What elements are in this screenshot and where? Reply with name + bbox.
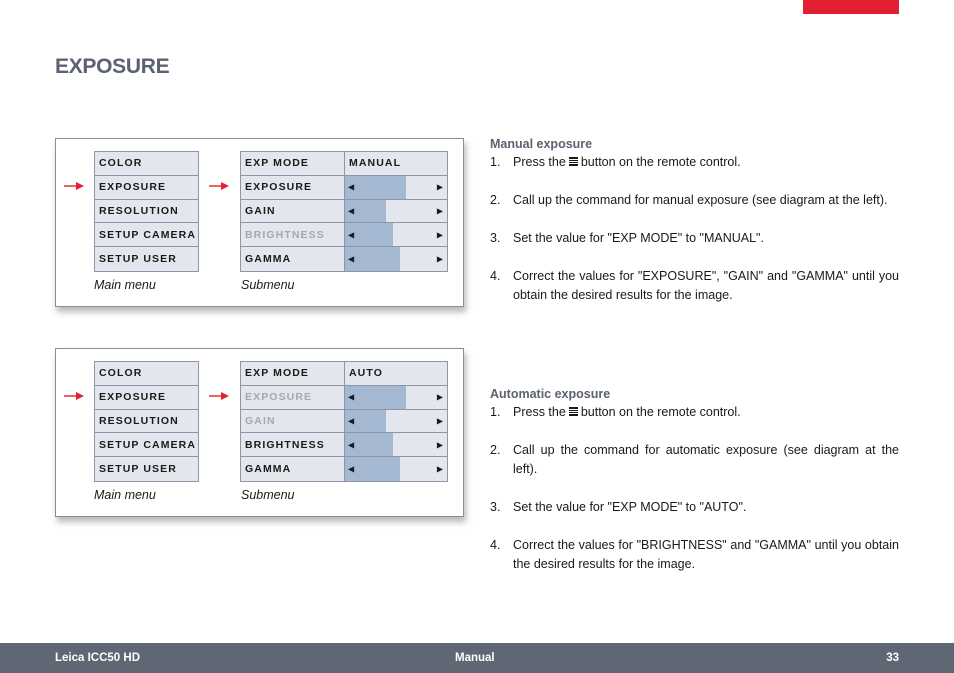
step-item bbox=[490, 229, 899, 248]
main-menu bbox=[94, 361, 199, 482]
step-number: 2. bbox=[490, 443, 501, 457]
triangle-left-icon: ◀ bbox=[348, 392, 355, 402]
menu-item-color: COLOR bbox=[95, 152, 198, 176]
step-text-before: Press the bbox=[513, 155, 566, 169]
step-item bbox=[490, 536, 899, 574]
step-text-after: button on the remote control. bbox=[580, 405, 741, 419]
triangle-left-icon: ◀ bbox=[348, 206, 355, 216]
step-text bbox=[513, 153, 899, 172]
submenu-row bbox=[241, 457, 447, 481]
caption-main-menu: Main menu bbox=[94, 278, 156, 292]
submenu-row-exp-mode bbox=[241, 152, 447, 176]
step-number: 4. bbox=[490, 538, 501, 552]
submenu-label: EXP MODE bbox=[241, 152, 345, 175]
submenu-row bbox=[241, 247, 447, 271]
step-item bbox=[490, 403, 899, 422]
pointer-arrow-icon bbox=[64, 391, 84, 401]
triangle-left-icon: ◀ bbox=[348, 416, 355, 426]
step-text-after: button on the remote control. bbox=[580, 155, 741, 169]
exp-mode-value: MANUAL bbox=[345, 152, 447, 175]
submenu-label: GAMMA bbox=[241, 457, 345, 481]
auto-exposure-instructions bbox=[490, 385, 899, 574]
step-text: Set the value for "EXP MODE" to "AUTO". bbox=[513, 500, 747, 514]
triangle-right-icon: ▶ bbox=[436, 440, 443, 450]
submenu-label: GAIN bbox=[241, 410, 345, 433]
submenu-row bbox=[241, 223, 447, 247]
menu-item-exposure: EXPOSURE bbox=[95, 386, 198, 410]
value-slider bbox=[345, 410, 447, 433]
step-number: 3. bbox=[490, 231, 501, 245]
step-item bbox=[490, 153, 899, 172]
section-heading: Manual exposure bbox=[490, 137, 593, 151]
steps-list bbox=[490, 153, 899, 305]
step-item bbox=[490, 267, 899, 305]
value-slider bbox=[345, 457, 447, 481]
step-text-before: Press the bbox=[513, 405, 566, 419]
step-number: 1. bbox=[490, 155, 501, 169]
value-slider bbox=[345, 433, 447, 456]
submenu-row bbox=[241, 410, 447, 434]
submenu-label: GAMMA bbox=[241, 247, 345, 271]
submenu-label: BRIGHTNESS bbox=[241, 223, 345, 246]
red-tab-marker bbox=[803, 0, 899, 14]
triangle-left-icon: ◀ bbox=[348, 440, 355, 450]
footer-doc-type: Manual bbox=[455, 652, 495, 664]
footer-page-number: 33 bbox=[886, 652, 899, 664]
value-slider bbox=[345, 386, 447, 409]
menu-item-exposure: EXPOSURE bbox=[95, 176, 198, 200]
triangle-left-icon: ◀ bbox=[348, 182, 355, 192]
menu-item-setup-user: SETUP USER bbox=[95, 457, 198, 481]
step-number: 2. bbox=[490, 193, 501, 207]
slider-fill bbox=[345, 386, 406, 409]
auto-exposure-diagram bbox=[55, 348, 464, 517]
value-slider bbox=[345, 223, 447, 246]
step-text: Call up the command for automatic exposure (see diagram at the left). bbox=[513, 443, 899, 476]
triangle-right-icon: ▶ bbox=[436, 206, 443, 216]
step-item bbox=[490, 498, 899, 517]
triangle-left-icon: ◀ bbox=[348, 254, 355, 264]
value-slider bbox=[345, 176, 447, 199]
step-text: Call up the command for manual exposure (see diagram at the left). bbox=[513, 193, 888, 207]
page-footer bbox=[0, 643, 954, 673]
step-text bbox=[513, 403, 899, 422]
submenu-label: EXPOSURE bbox=[241, 176, 345, 199]
menu-button-icon bbox=[569, 407, 578, 416]
manual-exposure-diagram bbox=[55, 138, 464, 307]
step-item bbox=[490, 191, 899, 210]
caption-submenu: Submenu bbox=[241, 278, 295, 292]
triangle-right-icon: ▶ bbox=[436, 464, 443, 474]
exp-mode-value: AUTO bbox=[345, 362, 447, 385]
triangle-left-icon: ◀ bbox=[348, 230, 355, 240]
steps-list bbox=[490, 403, 899, 574]
section-heading: Automatic exposure bbox=[490, 387, 611, 401]
pointer-arrow-icon bbox=[64, 181, 84, 191]
submenu bbox=[240, 361, 448, 482]
triangle-left-icon: ◀ bbox=[348, 464, 355, 474]
submenu-label: EXPOSURE bbox=[241, 386, 345, 409]
caption-main-menu: Main menu bbox=[94, 488, 156, 502]
menu-button-icon bbox=[569, 157, 578, 166]
step-text: Correct the values for "EXPOSURE", "GAIN" and "GAMMA" until you obtain the desired results for the image. bbox=[513, 269, 899, 302]
submenu-row bbox=[241, 386, 447, 410]
menu-item-setup-user: SETUP USER bbox=[95, 247, 198, 271]
submenu-label: GAIN bbox=[241, 200, 345, 223]
menu-item-setup-camera: SETUP CAMERA bbox=[95, 223, 198, 247]
menu-item-resolution: RESOLUTION bbox=[95, 410, 198, 434]
triangle-right-icon: ▶ bbox=[436, 416, 443, 426]
menu-item-color: COLOR bbox=[95, 362, 198, 386]
triangle-right-icon: ▶ bbox=[436, 182, 443, 192]
submenu bbox=[240, 151, 448, 272]
triangle-right-icon: ▶ bbox=[436, 254, 443, 264]
step-item bbox=[490, 441, 899, 479]
slider-fill bbox=[345, 176, 406, 199]
submenu-row bbox=[241, 176, 447, 200]
submenu-row-exp-mode bbox=[241, 362, 447, 386]
submenu-label: EXP MODE bbox=[241, 362, 345, 385]
submenu-label: BRIGHTNESS bbox=[241, 433, 345, 456]
page-title: EXPOSURE bbox=[55, 55, 170, 78]
menu-item-resolution: RESOLUTION bbox=[95, 200, 198, 224]
submenu-row bbox=[241, 200, 447, 224]
step-text: Correct the values for "BRIGHTNESS" and "GAMMA" until you obtain the desired results for the image. bbox=[513, 538, 899, 571]
triangle-right-icon: ▶ bbox=[436, 230, 443, 240]
value-slider bbox=[345, 200, 447, 223]
triangle-right-icon: ▶ bbox=[436, 392, 443, 402]
value-slider bbox=[345, 247, 447, 271]
pointer-arrow-icon bbox=[209, 181, 229, 191]
menu-item-setup-camera: SETUP CAMERA bbox=[95, 433, 198, 457]
step-number: 1. bbox=[490, 405, 501, 419]
step-number: 4. bbox=[490, 269, 501, 283]
caption-submenu: Submenu bbox=[241, 488, 295, 502]
submenu-row bbox=[241, 433, 447, 457]
step-number: 3. bbox=[490, 500, 501, 514]
footer-product-name: Leica ICC50 HD bbox=[55, 652, 141, 664]
pointer-arrow-icon bbox=[209, 391, 229, 401]
manual-exposure-instructions bbox=[490, 135, 899, 305]
main-menu bbox=[94, 151, 199, 272]
step-text: Set the value for "EXP MODE" to "MANUAL". bbox=[513, 231, 764, 245]
